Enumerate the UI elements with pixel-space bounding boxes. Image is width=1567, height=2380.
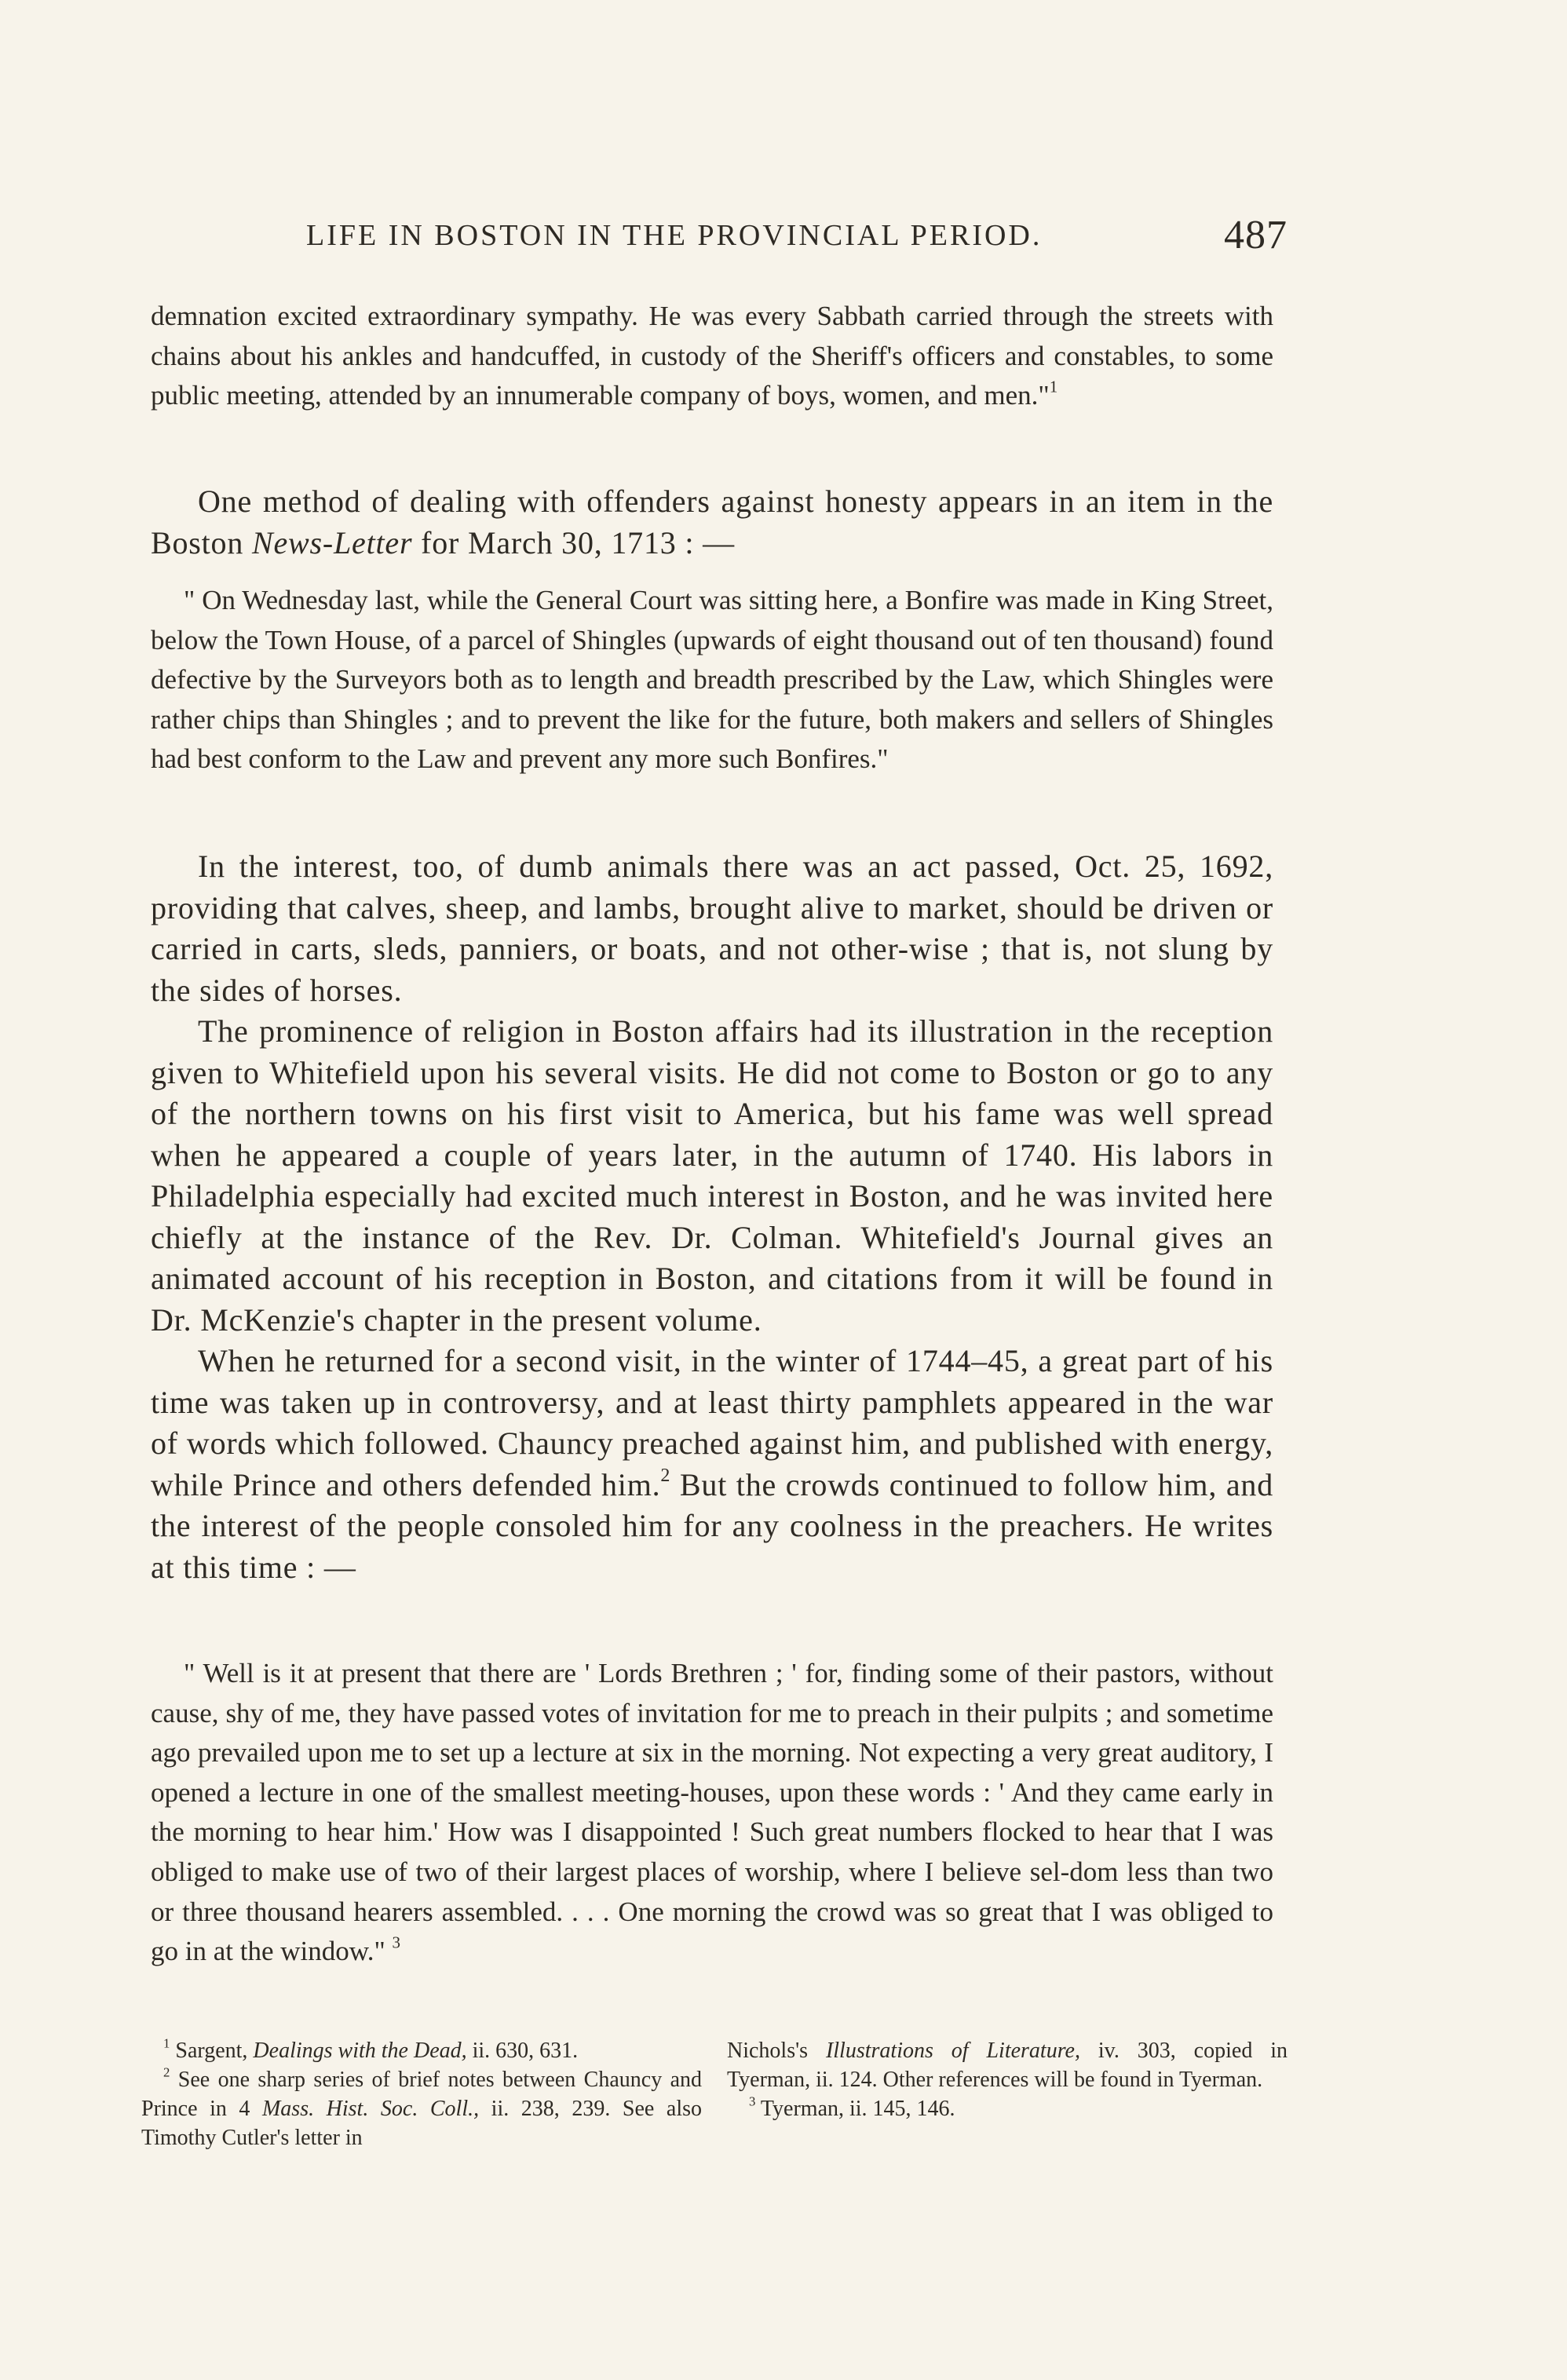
footnote-column-left [141, 2036, 702, 2152]
running-head: LIFE IN BOSTON IN THE PROVINCIAL PERIOD. [306, 219, 1043, 252]
footnote-number: 2 [163, 2064, 170, 2080]
block-quote-whitefield [151, 1654, 1273, 1972]
footnote-2: $^2$ See one sharp series of brief notes between Chauncy and Prince in 4 Mass. Hist. Soc. Coll., ii. 238, 239. See also Timothy Cutler's letter in [141, 2064, 702, 2150]
body-paragraphs [151, 846, 1273, 1588]
paragraph-news-letter [151, 481, 1273, 564]
footnote-ref-3: 3 [392, 1933, 401, 1952]
paragraph-text: for March 30, 1713 : — [412, 524, 735, 560]
footnote-number: 3 [749, 2093, 756, 2109]
footnote-column-right [727, 2036, 1288, 2123]
footnote-ref-2: 2 [660, 1465, 671, 1486]
paragraph-text: But the crowds continued to follow him, and the interest of the people consoled him for any coolness in the preachers. He writes at this time : — [151, 1466, 1273, 1585]
book-title: Dealings with the Dead, [253, 2039, 467, 2063]
publication-title: News-Letter [251, 524, 413, 560]
block-quote-bonfire [151, 581, 1273, 779]
footnote-ref-1: 1 [1049, 377, 1058, 396]
paragraph-dumb-animals: In the interest, too, of dumb animals there was an act passed, Oct. 25, 1692, providing that calves, sheep, and lambs, brought alive to market, should be driven or carried in carts, sleds, panniers, or boats, and not other-wise ; that is, not slung by the sides of horses. [151, 849, 1273, 1008]
footnote-3: $^3$ Tyerman, ii. 145, 146. [749, 2093, 955, 2121]
paragraph-text: demnation excited extraordinary sympathy. He was every Sabbath carried through the streets with chains about his ankles and handcuffed, in custody of the Sheriff's officers and constables, to some public meeting, attended by an innumerable company of boys, women, and men." [151, 301, 1273, 411]
quote-text: " Well is it at present that there are ' Lords Brethren ; ' for, finding some of their pastors, without cause, shy of me, they have passed votes of invitation for me to preach in their pulpits ; and sometime ago prevailed upon me to set up a lecture at six in the morning. Not expecting a very great auditory, I opened a lecture in one of the smallest meeting-houses, upon these words : ' And they came early in the morning to hear him.' How was I disappointed ! Such great numbers flocked to hear that I was obliged to make use of two of their largest places of worship, where I believe sel-dom less than two or three thousand hearers assembled. . . . One morning the crowd was so great that I was obliged to go in at the window." [151, 1658, 1273, 1967]
page-number: 487 [1224, 213, 1288, 257]
paragraph-text: One method of dealing with offenders against honesty appears in an item in the Boston [151, 484, 1273, 560]
book-title: Mass. Hist. Soc. Coll., [261, 2097, 480, 2121]
quote-text: " On Wednesday last, while the General Court was sitting here, a Bonfire was made in King Street, below the Town House, of a parcel of Shingles (upwards of eight thousand out of ten thousand) found defective by the Surveyors both as to length and breadth prescribed by the Law, which Shingles were rather chips than Shingles ; and to prevent the like for the future, both makers and sellers of Shingles had best conform to the Law and prevent any more such Bonfires." [151, 585, 1273, 775]
book-title: Literature, [986, 2039, 1080, 2063]
paragraph-text: When he returned for a second visit, in the winter of 1744–45, a great part of his time was taken up in controversy, and at least thirty pamphlets appeared in the war of words which followed. Chauncy preached against him, and published with energy, while Prince and others defended him. [151, 1343, 1273, 1502]
paragraph-second-visit [151, 1341, 1273, 1588]
footnotes [141, 2036, 1288, 2162]
footnote-2-continued: Nichols's Illustrations of Literature, iv. 303, copied in Tyerman, ii. 124. Other references will be found in Tyerman. [727, 2039, 1288, 2092]
paragraph-continuation [151, 297, 1273, 416]
book-title: Illustrations [825, 2039, 933, 2063]
footnote-1: $^1$ Sargent, Dealings with the Dead, ii. 630, 631. [163, 2035, 579, 2063]
paragraph-whitefield: The prominence of religion in Boston affairs had its illustration in the reception given to Whitefield upon his several visits. He did not come to Boston or go to any of the northern towns on his first visit to America, but his fame was well spread when he appeared a couple of years later, in the autumn of 1740. His labors in Philadelphia especially had excited much interest in Boston, and he was invited here chiefly at the instance of the Rev. Dr. Colman. Whitefield's Journal gives an animated account of his reception in Boston, and citations from it will be found in Dr. McKenzie's chapter in the present volume. [151, 1013, 1273, 1338]
page-header [306, 212, 1288, 259]
footnote-number: 1 [163, 2035, 170, 2051]
